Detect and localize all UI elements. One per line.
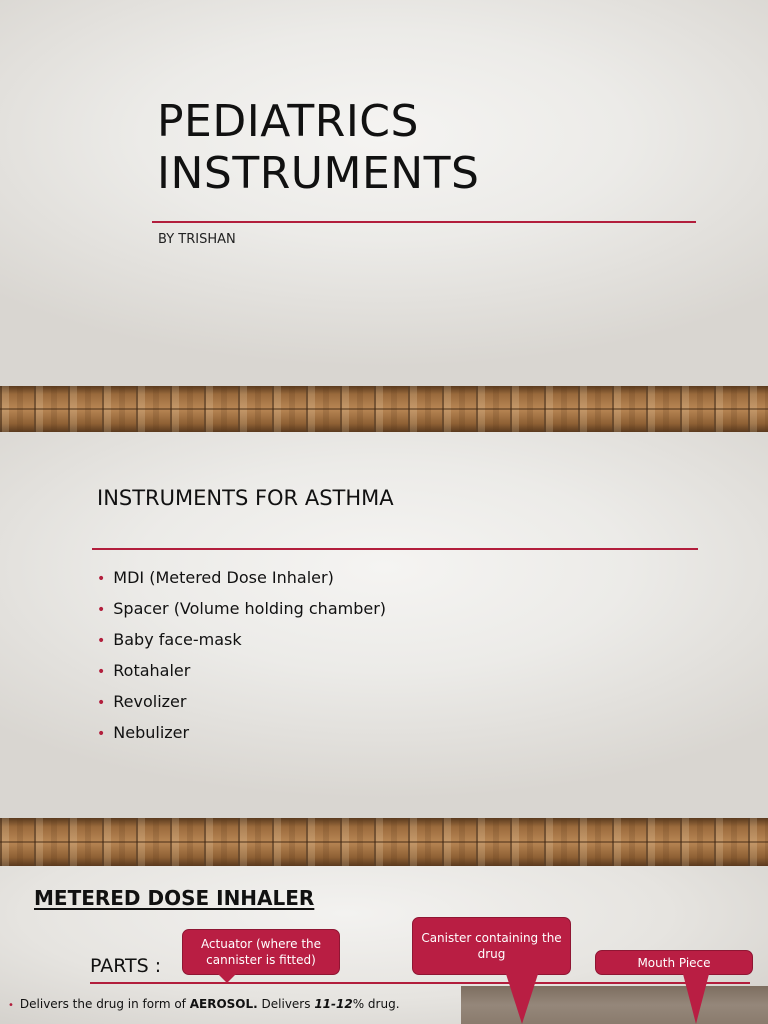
list-item: • Spacer (Volume holding chamber): [97, 599, 387, 618]
callout-pointer: [506, 974, 538, 1024]
title-line-1: PEDIATRICS: [157, 96, 419, 147]
list-item: • Baby face-mask: [97, 630, 242, 649]
description-point: • Delivers the drug in form of AEROSOL. Delivers 11-12% drug.: [8, 997, 400, 1011]
list-item: • MDI (Metered Dose Inhaler): [97, 568, 334, 587]
bullet-icon: •: [97, 571, 106, 587]
title-divider: [92, 548, 698, 550]
callout-mouthpiece: Mouth Piece: [595, 950, 753, 975]
author-byline: BY TRISHAN: [158, 232, 236, 247]
list-item: • Rotahaler: [97, 661, 191, 680]
bullet-icon: •: [97, 726, 106, 742]
title-line-2: INSTRUMENTS: [157, 148, 480, 199]
bullet-icon: •: [97, 633, 106, 649]
parts-label: PARTS :: [90, 955, 162, 977]
bullet-icon: •: [97, 695, 106, 711]
list-item: • Revolizer: [97, 692, 187, 711]
mdi-slide: [0, 866, 768, 1024]
slide-title: METERED DOSE INHALER: [34, 886, 315, 910]
slide-title: INSTRUMENTS FOR ASTHMA: [97, 486, 394, 510]
wood-floor-band: [0, 818, 768, 866]
list-item: • Nebulizer: [97, 723, 190, 742]
instrument-list: [97, 562, 386, 748]
callout-pointer: [683, 974, 709, 1024]
wood-floor-band: [0, 386, 768, 432]
section-divider: [90, 982, 750, 984]
slide-title: [157, 96, 479, 200]
callout-actuator: Actuator (where the cannister is fitted): [182, 929, 340, 975]
callout-pointer: [218, 974, 236, 983]
title-slide: [0, 0, 768, 386]
bullet-icon: •: [97, 602, 106, 618]
callout-canister: Canister containing the drug: [412, 917, 571, 975]
bullet-icon: •: [97, 664, 106, 680]
bullet-icon: •: [8, 1000, 14, 1011]
asthma-instruments-slide: [0, 432, 768, 818]
title-divider: [152, 221, 696, 223]
